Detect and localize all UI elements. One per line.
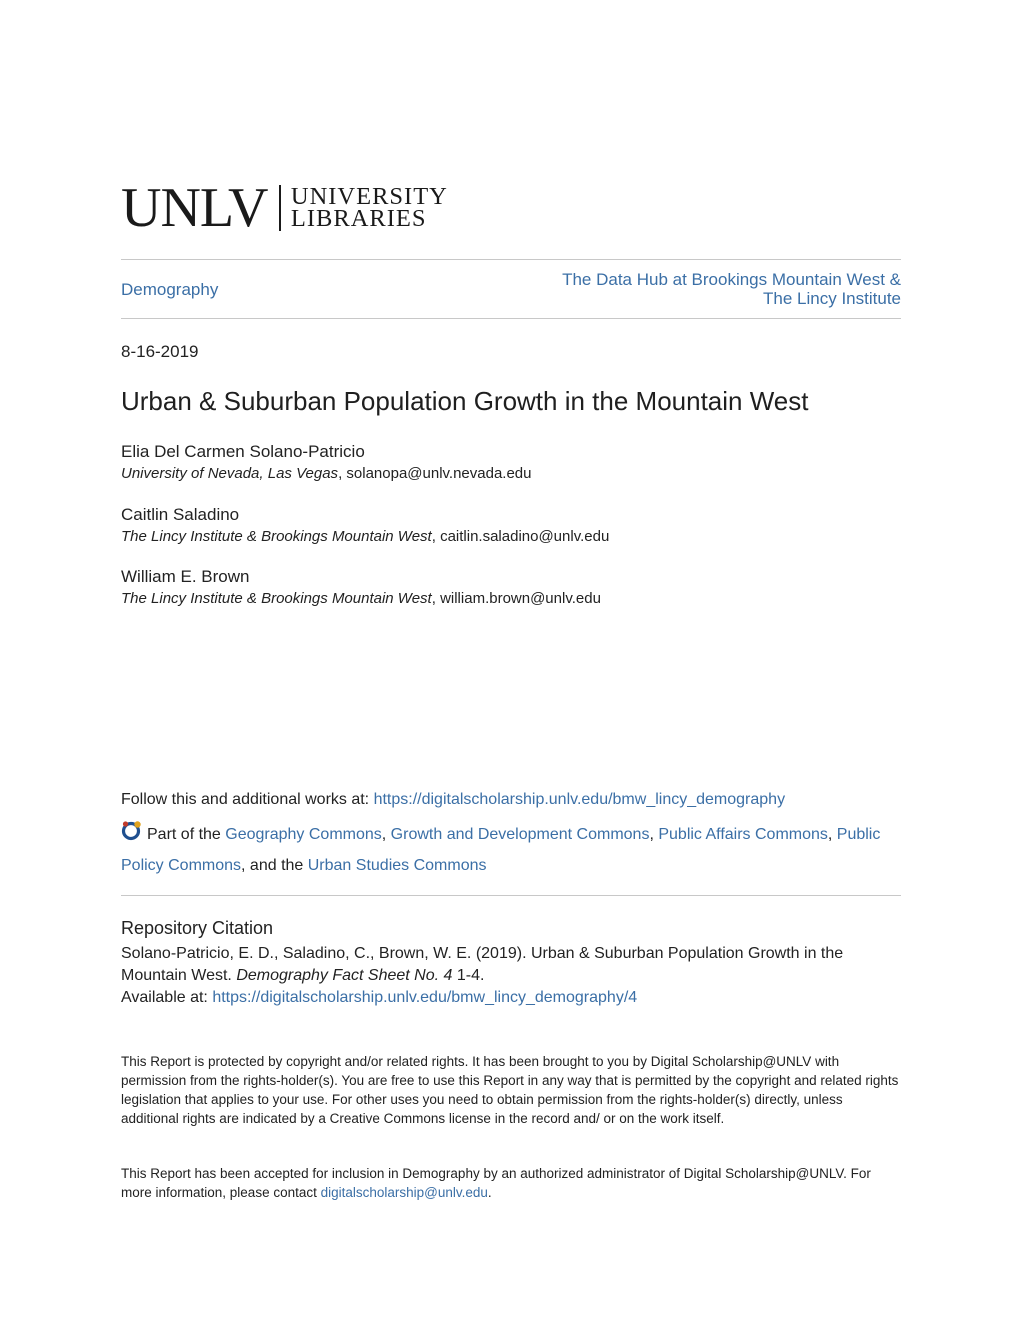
series-right-line-2[interactable]: The Lincy Institute xyxy=(763,289,901,308)
affiliation-name: The Lincy Institute & Brookings Mountain West xyxy=(121,590,432,607)
item-url-link[interactable]: https://digitalscholarship.unlv.edu/bmw_lincy_demography/4 xyxy=(212,989,638,1006)
unlv-libraries-logo xyxy=(121,177,448,239)
urban-studies-commons-link[interactable]: Urban Studies Commons xyxy=(307,857,487,874)
separator: , xyxy=(381,826,391,843)
author-affiliation: University of Nevada, Las Vegas, solanopa@unlv.nevada.edu xyxy=(121,465,532,482)
public-affairs-commons-link[interactable]: Public Affairs Commons xyxy=(658,826,828,843)
logo-line-1: UNIVERSITY xyxy=(290,183,448,210)
available-label: Available at: xyxy=(121,989,213,1006)
contact-email-link[interactable]: digitalscholarship@unlv.edu xyxy=(320,1185,488,1200)
follow-line xyxy=(121,791,785,809)
author-affiliation: The Lincy Institute & Brookings Mountain West, caitlin.saladino@unlv.edu xyxy=(121,528,610,545)
repository-citation-heading: Repository Citation xyxy=(121,918,274,938)
network-commons-icon xyxy=(121,820,143,852)
logo-line-2: LIBRARIES xyxy=(290,205,427,232)
author-email: caitlin.saladino@unlv.edu xyxy=(440,528,610,545)
author-name: Caitlin Saladino xyxy=(121,505,240,524)
author-email: william.brown@unlv.edu xyxy=(440,590,601,607)
logo-divider xyxy=(279,185,281,231)
publication-date: 8-16-2019 xyxy=(121,342,199,361)
author-name: William E. Brown xyxy=(121,567,250,586)
separator: , xyxy=(649,826,659,843)
author-affiliation: The Lincy Institute & Brookings Mountain West, william.brown@unlv.edu xyxy=(121,590,601,607)
part-of-commons xyxy=(121,820,901,880)
collection-url-link[interactable]: https://digitalscholarship.unlv.edu/bmw_lincy_demography xyxy=(373,791,786,808)
logo-wordmark xyxy=(290,183,448,232)
citation-pages: 1-4. xyxy=(452,967,485,984)
series-divider xyxy=(121,318,901,319)
top-divider xyxy=(121,259,901,260)
copyright-notice: This Report is protected by copyright and/or related rights. It has been brought to you by Digital Scholarship@UNLV with permission from the rights-holder(s). You are free to use this Report in any way that is permitted by the copyright and related rights legislation that applies to your use. For other uses you need to obtain permission from the rights-holder(s) directly, unless additional rights are indicated by a Creative Commons license in the record and/ or on the work itself. xyxy=(121,1054,899,1126)
author-name: Elia Del Carmen Solano-Patricio xyxy=(121,442,365,461)
author-email: solanopa@unlv.nevada.edu xyxy=(346,465,532,482)
author-block xyxy=(121,567,601,609)
citation-journal: Demography Fact Sheet No. 4 xyxy=(236,967,453,984)
citation-divider xyxy=(121,895,901,896)
logo-mark: UNLV xyxy=(121,177,268,239)
growth-development-commons-link[interactable]: Growth and Development Commons xyxy=(390,826,650,843)
document-title: Urban & Suburban Population Growth in the Mountain West xyxy=(121,386,809,416)
author-block xyxy=(121,442,532,484)
inclusion-text: This Report has been accepted for inclusion in Demography by an authorized administrator of Digital Scholarship@UNLV. For more information, please contact xyxy=(121,1166,871,1200)
inclusion-notice xyxy=(121,1164,901,1202)
public-policy-commons-link[interactable]: Public Policy Commons xyxy=(121,826,881,874)
and-the: , and the xyxy=(241,857,308,874)
series-right-line-1[interactable]: The Data Hub at Brookings Mountain West & xyxy=(562,270,901,289)
series-link-demography[interactable]: Demography xyxy=(121,280,219,299)
repository-citation-text xyxy=(121,943,901,1009)
inclusion-end: . xyxy=(487,1185,492,1200)
geography-commons-link[interactable]: Geography Commons xyxy=(225,826,382,843)
series-link-data-hub[interactable] xyxy=(562,270,901,308)
part-of-prefix: Part of the xyxy=(147,826,226,843)
author-block xyxy=(121,505,609,547)
follow-prefix: Follow this and additional works at: xyxy=(121,791,374,808)
citation-text: Solano-Patricio, E. D., Saladino, C., Brown, W. E. (2019). Urban & Suburban Population Growth in the Mountain West. xyxy=(121,945,844,984)
affiliation-name: University of Nevada, Las Vegas xyxy=(121,465,339,482)
affiliation-name: The Lincy Institute & Brookings Mountain West xyxy=(121,528,432,545)
separator: , xyxy=(827,826,837,843)
